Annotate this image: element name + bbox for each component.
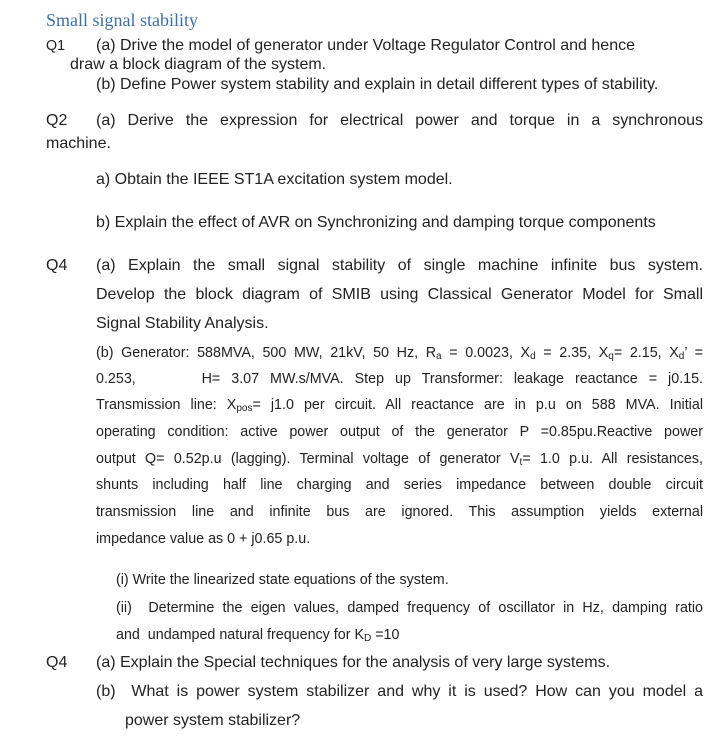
q4-second-number: Q4 xyxy=(46,654,68,671)
q4-sub-ii-line2: and undamped natural frequency for $K_D =10$ xyxy=(116,627,400,644)
q4-sub-ii-line1: (ii) Determine the eigen values, damped frequency of oscillator in Hz, damping ratio xyxy=(116,600,703,616)
q1-part-a-line2: draw a block diagram of the system. xyxy=(70,56,327,73)
q4-part-a-line2: Develop the block diagram of SMIB using Classical Generator Model for Small xyxy=(96,286,703,303)
q2-sub-a: a) Obtain the IEEE ST1A excitation system model. xyxy=(96,171,453,188)
q4-part-a-line3: Signal Stability Analysis. xyxy=(96,315,269,332)
q4-first-number: Q4 xyxy=(46,257,68,274)
q1-part-b: (b) Define Power system stability and explain in detail different types of stability. xyxy=(96,76,659,93)
q4-part-b-line8: impedance value as 0 + j0.65 p.u. xyxy=(96,531,311,547)
q1-part-a-line1: (a) Drive the model of generator under Voltage Regulator Control and hence xyxy=(96,37,635,54)
q4-part-b-line5: output Q= 0.52p.u (lagging). Terminal voltage of generator $V_t= 1.0$ p.u. All resistances, xyxy=(96,451,703,468)
q4-second-part-a: (a) Explain the Special techniques for the analysis of very large systems. xyxy=(96,654,611,671)
q4-part-b-line6: shunts including half line charging and series impedance between double circuit xyxy=(96,477,703,493)
q2-part-a-line2: machine. xyxy=(46,135,111,152)
q4-part-b-line3: Transmission line: $X_{pos}= j1.0$ per circuit. All reactance are in p.u on 588 MVA. Initial xyxy=(96,397,703,414)
q2-sub-b: b) Explain the effect of AVR on Synchronizing and damping torque components xyxy=(96,214,656,231)
q4-part-b-line4: operating condition: active power output of the generator P =0.85pu.Reactive power xyxy=(96,424,703,440)
q1-number: Q1 xyxy=(46,38,66,54)
q4-part-b-line2: 0.253, H= 3.07 MW.s/MVA. Step up Transformer: leakage reactance = j0.15. xyxy=(96,371,703,387)
q2-part-a-line1: (a) Derive the expression for electrical power and torque in a synchronous xyxy=(96,112,703,129)
q4-second-part-b-line2: power system stabilizer? xyxy=(125,712,301,729)
q4-part-b-line1: (b) Generator: 588MVA, 500 MW, 21kV, 50 Hz, $R_a = 0.0023$, $X_d = 2.35$, $X_q= 2.15$, $X_d$’ = xyxy=(96,345,703,362)
q4-part-b-line7: transmission line and infinite bus are ignored. This assumption yields external xyxy=(96,504,703,520)
q4-part-a-line1: (a) Explain the small signal stability of single machine infinite bus system. xyxy=(96,257,703,274)
q2-number: Q2 xyxy=(46,112,68,129)
page-title: Small signal stability xyxy=(46,10,198,30)
q4-sub-i: (i) Write the linearized state equations of the system. xyxy=(116,572,449,588)
q4-second-part-b-line1: (b) What is power system stabilizer and why it is used? How can you model a xyxy=(96,683,703,700)
